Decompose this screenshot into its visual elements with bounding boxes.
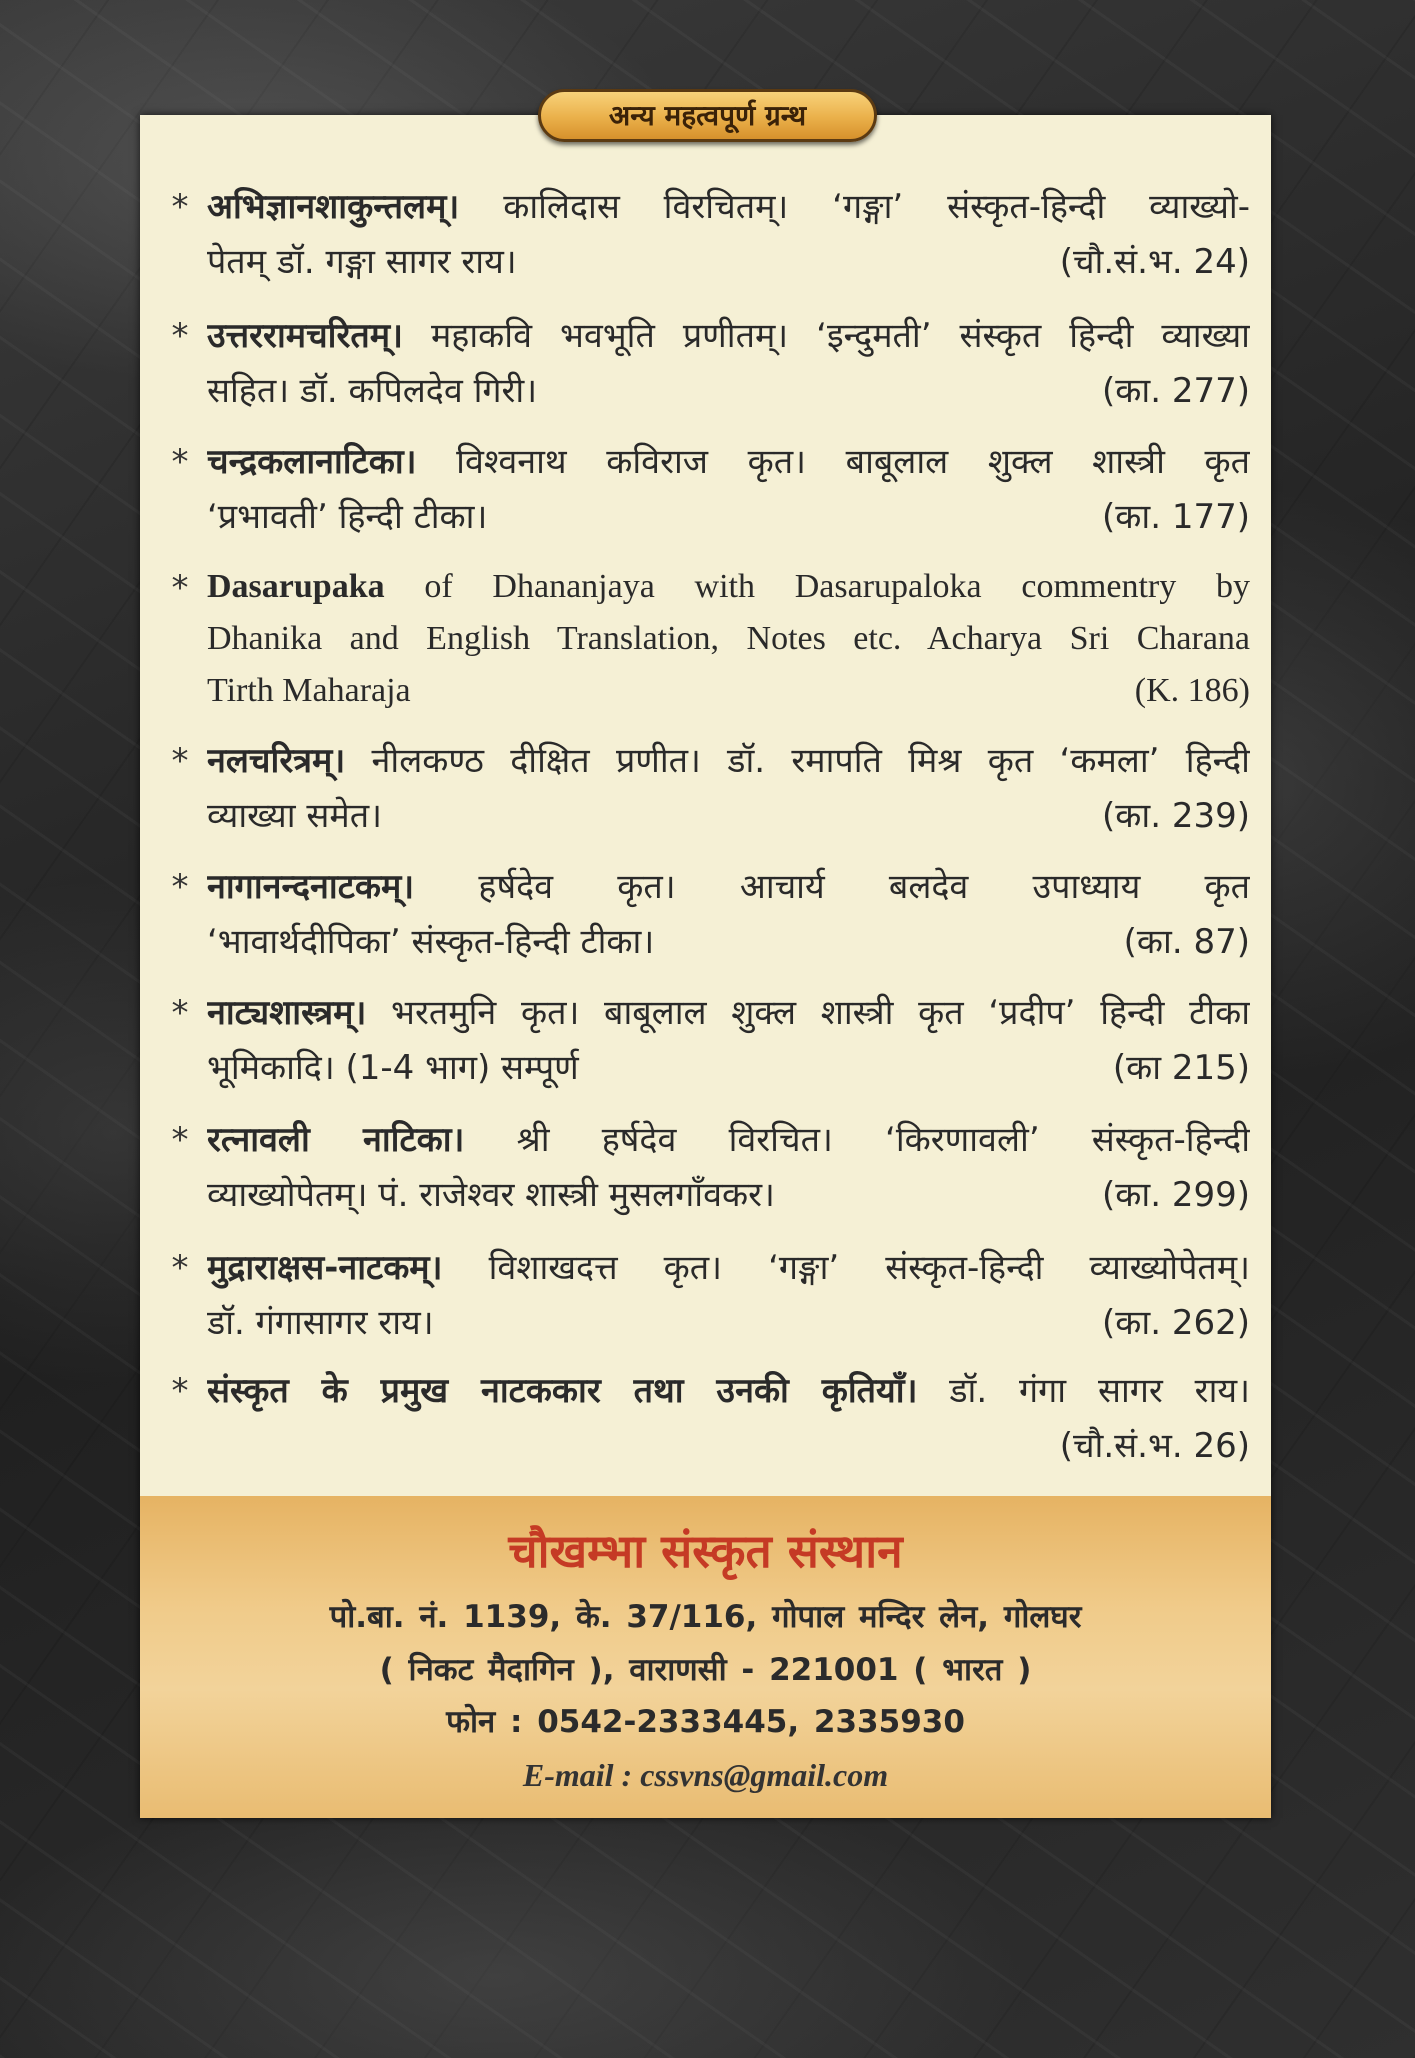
book-line	[207, 665, 1250, 717]
book-line	[207, 734, 1250, 789]
book-line	[207, 986, 1250, 1041]
bullet-asterisk: *	[171, 1120, 189, 1160]
book-description: श्री हर्षदेव विरचित। ‘किरणावली’ संस्कृत-हिन्दी	[516, 1120, 1250, 1160]
book-description: नीलकण्ठ दीक्षित प्रणीत। डॉ. रमापति मिश्र कृत ‘कमला’ हिन्दी	[371, 741, 1250, 781]
bullet-asterisk: *	[171, 442, 189, 482]
book-description: डॉ. गंगासागर राय।	[207, 1303, 434, 1343]
book-catalog-code: (चौ.सं.भ. 26)	[1059, 1426, 1250, 1466]
book-text	[207, 309, 1250, 419]
book-line	[207, 915, 1250, 970]
book-catalog-code: (का 215)	[1112, 1048, 1250, 1088]
book-description: विशाखदत्त कृत। ‘गङ्गा’ संस्कृत-हिन्दी व्याख्योपेतम्।	[488, 1248, 1250, 1288]
book-line	[207, 1419, 1250, 1474]
book-text	[207, 435, 1250, 545]
book-line	[207, 490, 1250, 545]
book-text	[207, 1241, 1250, 1351]
book-catalog-code: (का. 277)	[1102, 371, 1250, 411]
book-description: कालिदास विरचितम्। ‘गङ्गा’ संस्कृत-हिन्दी व्याख्यो-	[503, 187, 1250, 227]
book-title: उत्तररामचरितम्।	[207, 316, 403, 356]
bullet-asterisk: *	[171, 1248, 189, 1288]
publisher-address-line2: ( निकट मैदागिन ), वाराणसी - 221001 ( भारत )	[379, 1652, 1032, 1688]
book-title: नाट्यशास्त्रम्।	[207, 993, 367, 1033]
book-catalog-code: (का. 239)	[1102, 796, 1250, 836]
book-line	[207, 561, 1250, 613]
book-line	[207, 1364, 1250, 1419]
book-description: व्याख्योपेतम्। पं. राजेश्वर शास्त्री मुसलगाँवकर।	[207, 1175, 775, 1215]
publisher-email: E-mail : cssvns@gmail.com	[522, 1757, 889, 1793]
book-line	[207, 1113, 1250, 1168]
publisher-phone: फोन : 0542-2333445, 2335930	[446, 1704, 965, 1740]
book-line	[207, 860, 1250, 915]
book-catalog-code: (का. 299)	[1102, 1175, 1250, 1215]
book-list-panel	[140, 115, 1271, 1818]
book-list	[140, 115, 1271, 1496]
book-description: सहित। डॉ. कपिलदेव गिरी।	[207, 371, 538, 411]
book-line	[207, 1168, 1250, 1223]
book-line	[207, 613, 1250, 665]
publisher-footer	[140, 1496, 1271, 1818]
book-text	[207, 1113, 1250, 1223]
bullet-asterisk: *	[171, 568, 189, 608]
book-text	[207, 860, 1250, 970]
book-text	[207, 1364, 1250, 1474]
bullet-asterisk: *	[171, 867, 189, 907]
book-line	[207, 180, 1250, 235]
book-line	[207, 1296, 1250, 1351]
book-catalog-code: (का. 177)	[1102, 497, 1250, 537]
book-line	[207, 1241, 1250, 1296]
book-description: डॉ. गंगा सागर राय।	[949, 1371, 1250, 1411]
book-description: ‘भावार्थदीपिका’ संस्कृत-हिन्दी टीका।	[207, 922, 655, 962]
book-description: हर्षदेव कृत। आचार्य बलदेव उपाध्याय कृत	[478, 867, 1250, 907]
bullet-asterisk: *	[171, 993, 189, 1033]
book-catalog-code: (का. 262)	[1102, 1303, 1250, 1343]
bullet-asterisk: *	[171, 1371, 189, 1411]
book-line	[207, 235, 1250, 290]
book-catalog-code: (चौ.सं.भ. 24)	[1059, 242, 1250, 282]
book-catalog-code: (का. 87)	[1123, 922, 1250, 962]
book-description: व्याख्या समेत।	[207, 796, 382, 836]
book-line	[207, 789, 1250, 844]
publisher-name: चौखम्भा संस्कृत संस्थान	[508, 1524, 903, 1578]
book-title: नलचरित्रम्।	[207, 741, 346, 781]
book-text	[207, 986, 1250, 1096]
book-title: अभिज्ञानशाकुन्तलम्।	[207, 187, 460, 227]
book-title: Dasarupaka	[207, 568, 385, 605]
bullet-asterisk: *	[171, 741, 189, 781]
book-description: Dhanika and English Translation, Notes etc. Acharya Sri Charana	[207, 620, 1250, 657]
book-title: संस्कृत के प्रमुख नाटककार तथा उनकी कृतियाँ।	[207, 1371, 918, 1411]
book-description: भरतमुनि कृत। बाबूलाल शुक्ल शास्त्री कृत ‘प्रदीप’ हिन्दी टीका	[391, 993, 1250, 1033]
book-line	[207, 309, 1250, 364]
book-catalog-code: (K. 186)	[1134, 672, 1250, 709]
book-title: नागानन्दनाटकम्।	[207, 867, 415, 907]
book-description: भूमिकादि। (1-4 भाग) सम्पूर्ण	[207, 1048, 579, 1088]
book-line	[207, 1041, 1250, 1096]
book-description: of Dhananjaya with Dasarupaloka commentry by	[424, 568, 1250, 605]
book-line	[207, 364, 1250, 419]
book-description: महाकवि भवभूति प्रणीतम्। ‘इन्दुमती’ संस्कृत हिन्दी व्याख्या	[430, 316, 1250, 356]
book-title: चन्द्रकलानाटिका।	[207, 442, 417, 482]
book-text	[207, 734, 1250, 844]
book-text	[207, 180, 1250, 290]
book-description: पेतम् डॉ. गङ्गा सागर राय।	[207, 242, 517, 282]
book-description: विश्वनाथ कविराज कृत। बाबूलाल शुक्ल शास्त्री कृत	[456, 442, 1250, 482]
bullet-asterisk: *	[171, 187, 189, 227]
book-line	[207, 435, 1250, 490]
book-text	[207, 561, 1250, 717]
bullet-asterisk: *	[171, 316, 189, 356]
section-heading-badge: अन्य महत्वपूर्ण ग्रन्थ	[538, 89, 877, 142]
publisher-address-line1: पो.बा. नं. 1139, के. 37/116, गोपाल मन्दिर लेन, गोलघर	[329, 1599, 1082, 1635]
book-title: मुद्राराक्षस-नाटकम्।	[207, 1248, 443, 1288]
book-description: ‘प्रभावती’ हिन्दी टीका।	[207, 497, 488, 537]
book-description: Tirth Maharaja	[207, 672, 411, 709]
book-title: रत्नावली नाटिका।	[207, 1120, 465, 1160]
